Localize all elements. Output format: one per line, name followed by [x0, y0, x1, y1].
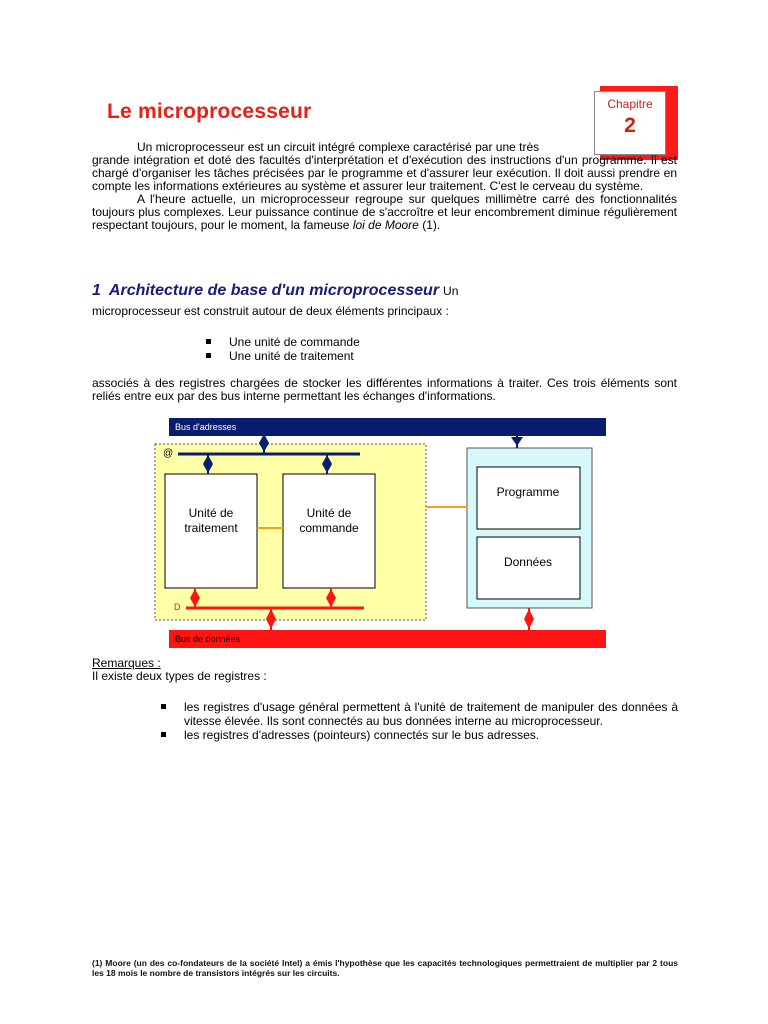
remarks-intro: Il existe deux types de registres : — [92, 669, 267, 683]
address-marker: @ — [163, 448, 174, 459]
moore-law-term: loi de Moore — [352, 218, 419, 232]
data-label: Données — [503, 555, 553, 569]
processing-unit-label-2: traitement — [184, 521, 238, 535]
program-label: Programme — [496, 485, 560, 499]
list-item-text: Une unité de traitement — [229, 349, 354, 363]
intro-p1-first-line: Un microprocesseur est un circuit intégré complexe caractérisé par une très — [137, 140, 540, 154]
remarks-list — [184, 700, 678, 742]
intro-p1-rest: grande intégration et doté des facultés d'interprétation et d'exécution des instructions d'un programme. Il est chargé d'organiser les tâches précisées par le programme et d'assurer leur exécution. Il doit aussi prendre en compte les informations extérieures au système et assurer leur traitement. C'est le cerveau du système. — [92, 153, 677, 193]
data-diamond-mem-icon — [524, 609, 534, 629]
bullet-icon — [161, 704, 166, 709]
list-item — [184, 700, 678, 728]
intro-p2-text: A l'heure actuelle, un microprocesseur regroupe sur quelques millimètre carré des fonctionnalités toujours plus complexes. Leur puissance continue de s'accroître et leur encombrement diminue régulièrement respectant toujours, pour le moment, la fameuse — [92, 192, 677, 232]
list-item-text: les registres d'usage général permettent à l'unité de traitement de manipuler des données à vitesse élevée. Ils sont connectés au bus données interne au microprocesseur. — [184, 700, 678, 728]
footnote: (1) Moore (un des co-fondateurs de la société Intel) a émis l'hypothèse que les capacités technologiques permettraient de multiplier par 2 tous les 18 mois le nombre de transistors intégrés sur les circuits. — [92, 958, 678, 978]
section-body-after: associés à des registres chargées de stocker les différentes informations à traiter. Ces trois éléments sont reliés entre eux par des bus interne permettant les échanges d'informations. — [92, 376, 677, 403]
chapter-number: 2 — [624, 114, 636, 137]
addr-arrow-mem-icon — [511, 437, 523, 446]
intro-p2-end: (1). — [418, 218, 441, 232]
data-bus-label: Bus de données — [175, 634, 241, 644]
control-unit-label-2: commande — [299, 521, 359, 535]
section-title: Architecture de base d'un microprocesseur — [108, 282, 440, 299]
page-title: Le microprocesseur — [107, 100, 312, 123]
bullet-icon — [161, 732, 166, 737]
processing-unit-label-1: Unité de — [188, 506, 234, 520]
section-number: 1 — [92, 282, 101, 299]
address-bus-label: Bus d'adresses — [175, 422, 237, 432]
section-body-line: microprocesseur est construit autour de deux éléments principaux : — [92, 304, 449, 318]
control-unit-label-1: Unité de — [306, 506, 352, 520]
list-item — [184, 728, 678, 742]
remarks-title: Remarques : — [92, 656, 161, 670]
chapter-label: Chapitre — [607, 97, 653, 111]
list-item-text: les registres d'adresses (pointeurs) connectés sur le bus adresses. — [184, 728, 540, 742]
data-marker: D — [174, 602, 181, 612]
section-heading-continuation: Un — [443, 284, 459, 298]
list-item-text: Une unité de commande — [229, 335, 360, 349]
